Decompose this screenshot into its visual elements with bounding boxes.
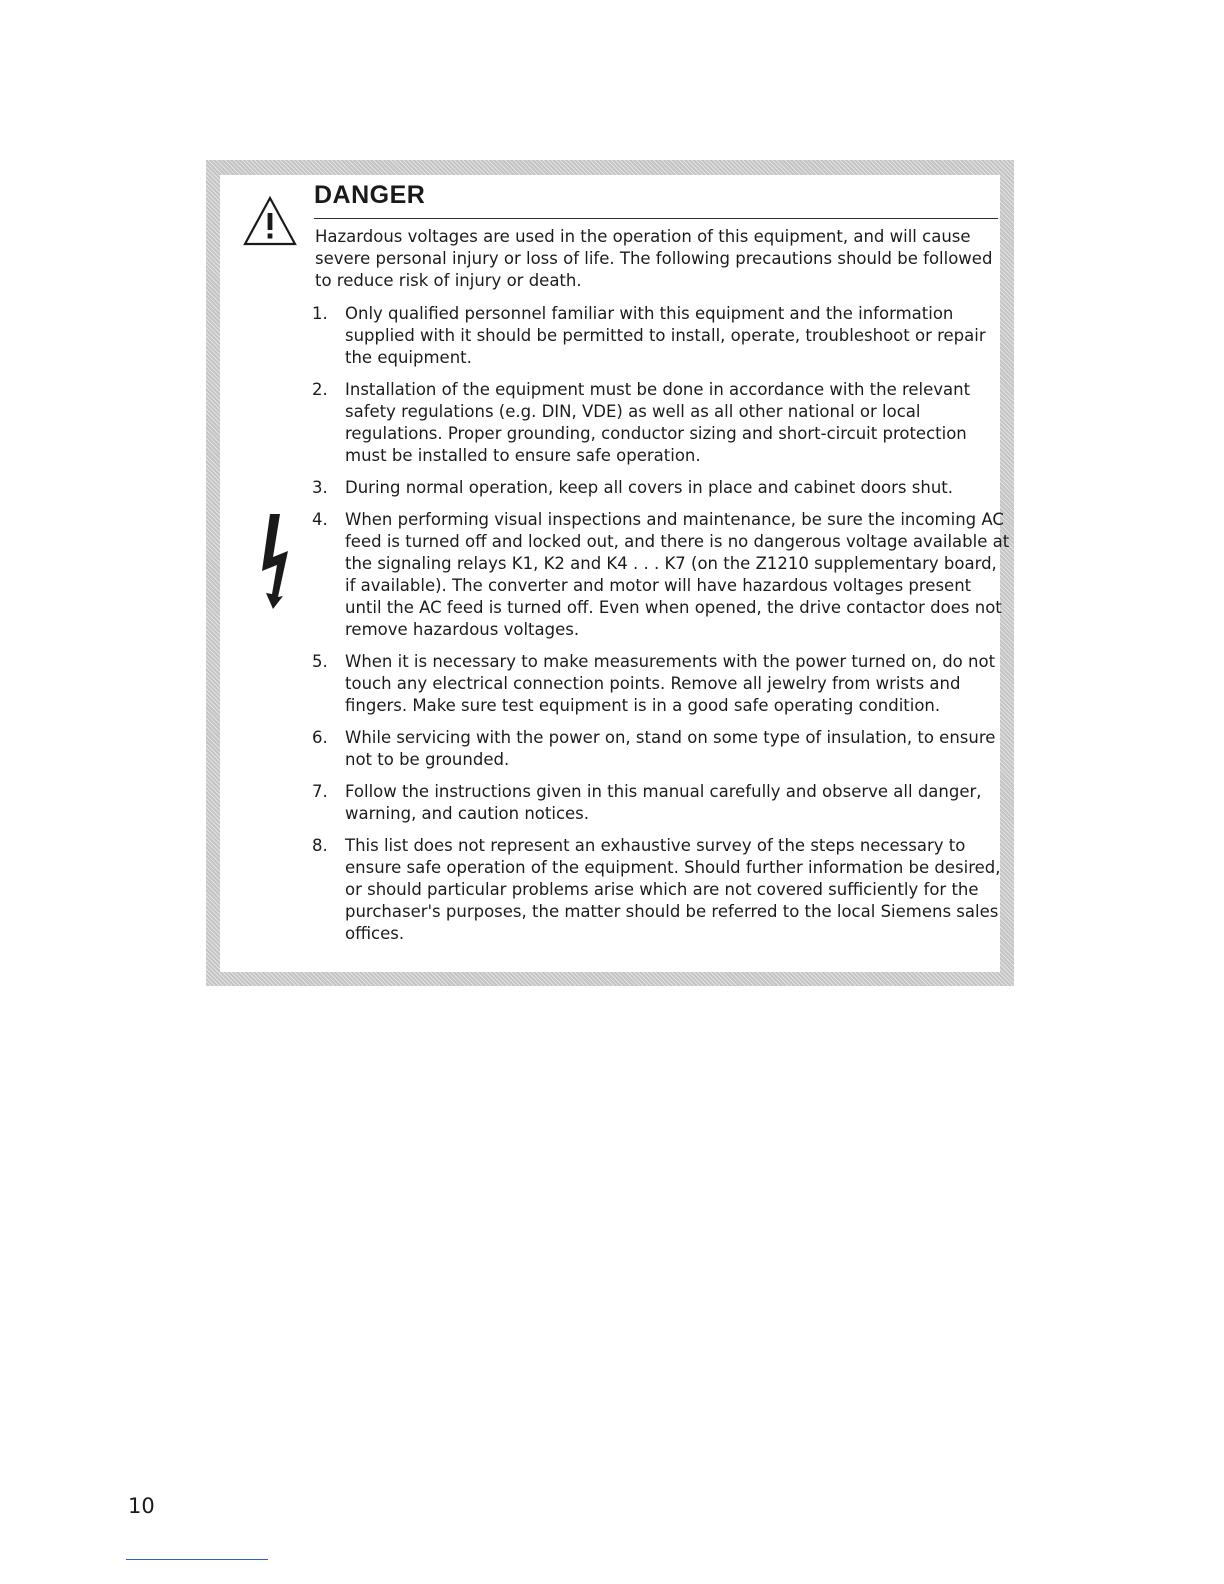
precaution-item: [312, 477, 1012, 499]
warning-triangle-icon: [242, 195, 298, 247]
item-text: Only qualified personnel familiar with this equipment and the information supplied with it should be permitted to install, operate, troubleshoot or repair the equipment.: [345, 304, 986, 367]
heading-divider: [314, 218, 998, 219]
danger-notice-box: [206, 160, 1014, 986]
item-text: Follow the instructions given in this manual carefully and observe all danger, warning, and caution notices.: [345, 782, 982, 823]
item-number: 2.: [312, 380, 328, 399]
danger-intro-text: Hazardous voltages are used in the operation of this equipment, and will cause severe personal injury or loss of life. The following precautions should be followed to reduce risk of injury or death.: [315, 227, 993, 290]
precaution-item: [312, 509, 1012, 641]
precaution-item: [312, 727, 1012, 771]
page-number: 10: [128, 1494, 155, 1518]
precaution-list: [312, 303, 1012, 955]
precaution-item: [312, 835, 1012, 945]
item-text: During normal operation, keep all covers in place and cabinet doors shut.: [345, 478, 953, 497]
danger-notice-content: [220, 175, 1010, 972]
item-number: 1.: [312, 304, 328, 323]
precaution-item: [312, 781, 1012, 825]
item-number: 4.: [312, 510, 328, 529]
item-text: When performing visual inspections and maintenance, be sure the incoming AC feed is turned off and locked out, and there is no dangerous voltage available at the signaling relays K1, K2 and K4 . . . K7 (on the Z1210 supplementary board, if available). The converter and motor will have hazardous voltages present until the AC feed is turned off. Even when opened, the drive contactor does not remove hazardous voltages.: [345, 510, 1010, 639]
precaution-item: [312, 379, 1012, 467]
precaution-item: [312, 303, 1012, 369]
item-number: 8.: [312, 836, 328, 855]
item-text: This list does not represent an exhaustive survey of the steps necessary to ensure safe operation of the equipment. Should further information be desired, or should particular problems arise which are not covered sufficiently for the purchaser's purposes, the matter should be referred to the local Siemens sales offices.: [345, 836, 1001, 943]
item-text: While servicing with the power on, stand on some type of insulation, to ensure not to be grounded.: [345, 728, 996, 769]
item-number: 3.: [312, 478, 328, 497]
item-number: 7.: [312, 782, 328, 801]
item-text: Installation of the equipment must be done in accordance with the relevant safety regulations (e.g. DIN, VDE) as well as all other national or local regulations. Proper grounding, conductor sizing and short-circuit protection must be installed to ensure safe operation.: [345, 380, 971, 465]
danger-heading: DANGER: [314, 181, 426, 209]
lightning-bolt-icon: [260, 513, 296, 609]
item-number: 5.: [312, 652, 328, 671]
item-number: 6.: [312, 728, 328, 747]
footer-rule: [126, 1559, 268, 1560]
precaution-item: [312, 651, 1012, 717]
item-text: When it is necessary to make measurements with the power turned on, do not touch any electrical connection points. Remove all jewelry from wrists and fingers. Make sure test equipment is in a good safe operating condition.: [345, 652, 996, 715]
